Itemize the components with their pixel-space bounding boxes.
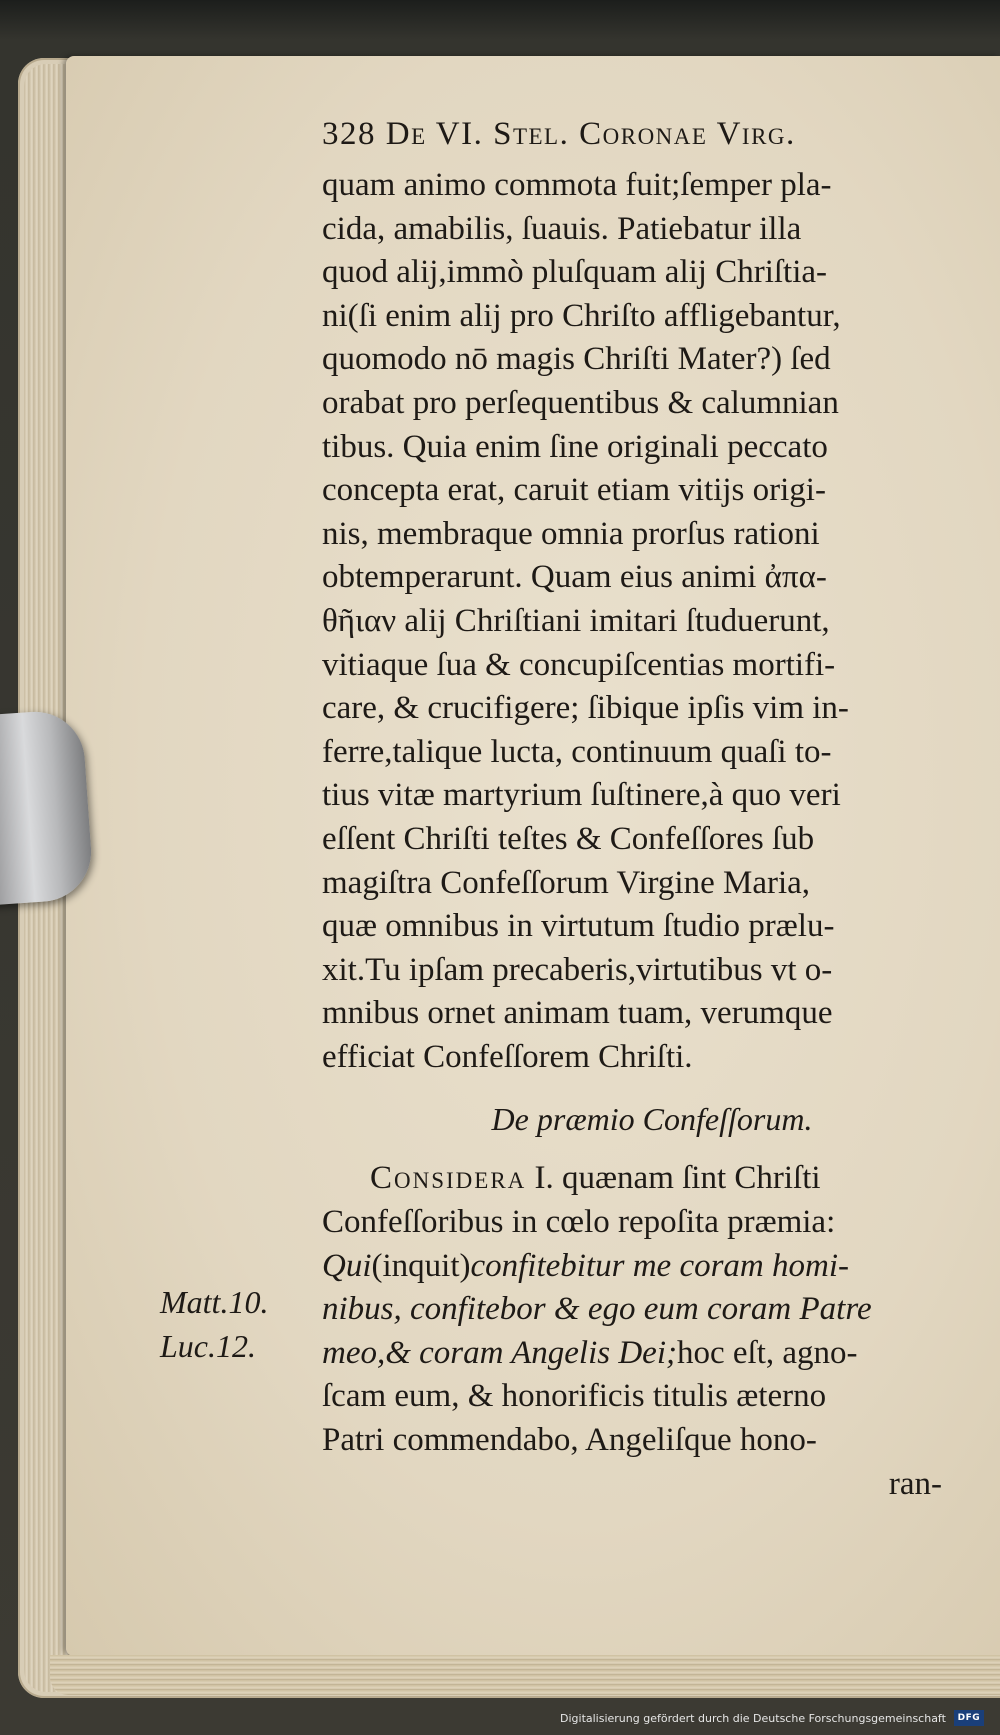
text-line: θῆιαν alij Chriſtiani imitari ſtuduerunt, [322, 602, 830, 639]
text-line: tius vitæ martyrium ſuſtinere,à quo veri [322, 777, 841, 814]
text-line: ferre,talique lucta, continuum quaſi to- [322, 733, 832, 770]
catchword: ran- [888, 1465, 942, 1502]
italic-text: Qui [322, 1247, 372, 1284]
paragraph-1 [322, 164, 962, 1079]
text-line: obtemperarunt. Quam eius animi ἀπα- [322, 559, 827, 596]
footer-credit [560, 1707, 984, 1729]
text-line: tibus. Quia enim ſine originali peccato [322, 428, 828, 465]
text-line: eſſent Chriſti teſtes & Confeſſores ſub [322, 820, 815, 857]
margin-notes [160, 1280, 268, 1368]
text-line: xit.Tu ipſam precaberis,virtutibus vt o- [322, 951, 833, 988]
text-line: nis, membraque omnia prorſus rationi [322, 515, 820, 552]
text-line: quæ omnibus in virtutum ſtudio prælu- [322, 908, 835, 945]
page-bottom-edge [50, 1655, 1000, 1695]
text-line [322, 1245, 962, 1289]
text-line: orabat pro perſequentibus & calumnian [322, 384, 839, 421]
margin-note: Luc.12. [160, 1328, 256, 1364]
italic-text: confitebitur me coram homi- [470, 1247, 850, 1284]
text-line [322, 1157, 962, 1201]
text-line: quam animo commota fuit;ſemper pla- [322, 167, 832, 203]
lead-word: Considera [370, 1160, 527, 1197]
lead-rest: I. quænam ſint Chriſti [526, 1160, 821, 1197]
text-line: mnibus ornet animam tuam, verumque [322, 995, 833, 1032]
text-line: Confeſſoribus in cœlo repoſita præmia: [322, 1204, 836, 1241]
text-line: ni(ſi enim alij pro Chriſto affligebantur, [322, 297, 841, 334]
text-line: concepta erat, caruit etiam vitijs origi- [322, 472, 826, 509]
running-head: 328 De VI. Stel. Coronae Virg. [322, 116, 796, 152]
text-line: Patri commendabo, Angeliſque hono- [322, 1422, 817, 1459]
footer-text: Digitalisierung gefördert durch die Deutsche Forschungsgemeinschaft [560, 1711, 946, 1725]
roman-text: (inquit) [371, 1247, 471, 1284]
italic-text: meo,& coram Angelis Dei; [322, 1334, 677, 1371]
dfg-logo: DFG [954, 1710, 984, 1726]
roman-text: hoc eſt, agno- [677, 1334, 858, 1371]
text-line: cida, amabilis, ſuauis. Patiebatur illa [322, 210, 802, 247]
text-line: nibus, confitebor & ego eum coram Patre [322, 1291, 872, 1328]
text-line: efficiat Confeſſorem Chriſti. [322, 1038, 693, 1075]
section-heading: De præmio Confeſſorum. [491, 1101, 813, 1138]
page-text [322, 112, 962, 1506]
text-line: ſcam eum, & honorificis titulis æterno [322, 1378, 827, 1415]
margin-note: Matt.10. [160, 1284, 269, 1320]
text-line: care, & crucifigere; ſibique ipſis vim in- [322, 690, 849, 727]
text-line [322, 1332, 962, 1376]
text-line: quomodo nō magis Chriſti Mater?) ſed [322, 341, 831, 378]
paragraph-2 [322, 1157, 962, 1506]
text-line: quod alij,immò pluſquam alij Chriſtia- [322, 254, 828, 291]
text-line: vitiaque ſua & concupiſcentias mortifi- [322, 646, 836, 683]
text-line: magiſtra Confeſſorum Virgine Maria, [322, 864, 811, 901]
